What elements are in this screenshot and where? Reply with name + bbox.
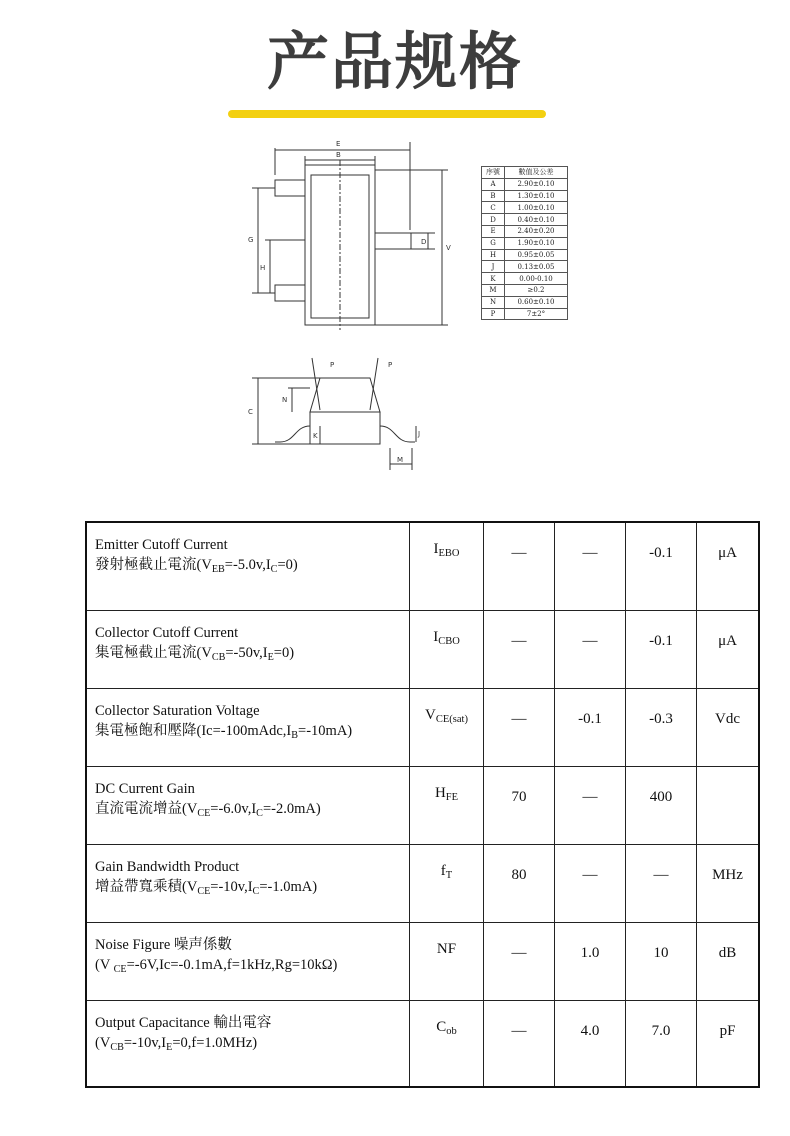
symbol-cell: $I_{CBO}$ [410,611,484,689]
typ-cell: 1.0 [555,923,626,1001]
unit-cell: MHz [697,845,760,923]
param-en: Collector Cutoff Current [95,625,239,641]
dim-value: 1.00±0.10 [505,202,568,214]
spec-row [86,611,759,689]
label-h: H [260,264,266,272]
dimension-table-header [482,167,568,179]
param-en: Emitter Cutoff Current [95,537,228,553]
package-drawing [240,130,470,475]
param-en: Output Capacitance 輸出電容 [95,1015,272,1031]
symbol-cell: $f_T$ [410,845,484,923]
spec-row [86,522,759,611]
min-cell: — [484,522,555,611]
dim-code: H [482,249,505,261]
param-en: Gain Bandwidth Product [95,859,240,875]
unit-cell [697,767,760,845]
label-n: N [282,396,288,404]
dim-code: N [482,296,505,308]
spec-row [86,923,759,1001]
dim-value: ≥0.2 [505,284,568,296]
dim-code: M [482,284,505,296]
unit-cell: Vdc [697,689,760,767]
label-k: K [313,432,318,440]
max-cell: — [626,845,697,923]
dim-row [482,273,568,285]
dim-row [482,261,568,273]
dim-row [482,296,568,308]
symbol-cell: NF [410,923,484,1001]
dim-value: 1.30±0.10 [505,190,568,202]
dim-code: B [482,190,505,202]
dim-row [482,190,568,202]
param-cn: $(V_{CB}=-10v,I_E=0,f=1.0MHz)$ [95,1035,258,1053]
dim-value: 0.00-0.10 [505,273,568,285]
label-p-left: P [330,361,335,369]
param-cn: 集電極截止電流$(V_{CB}=-50v,I_E=0)$ [95,645,295,663]
param-cn: 增益帶寬乘積$(V_{CE}=-10v,I_C=-1.0mA)$ [95,879,318,897]
dim-row [482,284,568,296]
dim-row [482,214,568,226]
symbol-cell: $H_{FE}$ [410,767,484,845]
label-c: C [248,408,253,416]
min-cell: 70 [484,767,555,845]
dim-row [482,249,568,261]
symbol-cell: $I_{EBO}$ [410,522,484,611]
max-cell: 400 [626,767,697,845]
label-e: E [336,140,341,148]
unit-cell: pF [697,1001,760,1088]
spec-row [86,845,759,923]
min-cell: — [484,611,555,689]
dim-value: 0.60±0.10 [505,296,568,308]
param-cn: 直流電流增益$(V_{CE}=-6.0v,I_C=-2.0mA)$ [95,801,321,819]
min-cell: — [484,923,555,1001]
typ-cell: 4.0 [555,1001,626,1088]
param-cn: 發射極截止電流$(V_{EB}=-5.0v,I_C=0)$ [95,557,298,575]
label-g: G [248,236,254,244]
dim-value: 1.90±0.10 [505,237,568,249]
typ-cell: — [555,767,626,845]
max-cell: 7.0 [626,1001,697,1088]
param-cell [86,923,410,1001]
spec-row [86,767,759,845]
dim-row [482,178,568,190]
param-en: DC Current Gain [95,781,195,797]
dim-header-no: 序號 [482,167,505,179]
param-cn: (V $_{CE}$=-6V,Ic=-0.1mA,f=1kHz,Rg=10kΩ) [95,957,338,975]
dim-header-value: 數值及公差 [505,167,568,179]
spec-row [86,1001,759,1088]
dim-row [482,225,568,237]
dim-code: D [482,214,505,226]
typ-cell: -0.1 [555,689,626,767]
dimension-table [481,166,568,320]
typ-cell: — [555,522,626,611]
typ-cell: — [555,611,626,689]
dim-value: 2.40±0.20 [505,225,568,237]
min-cell: — [484,1001,555,1088]
dim-value: 0.95±0.05 [505,249,568,261]
param-cell [86,767,410,845]
param-en: Collector Saturation Voltage [95,703,260,719]
dim-code: A [482,178,505,190]
param-cell [86,522,410,611]
dim-value: 2.90±0.10 [505,178,568,190]
symbol-cell: $C_{ob}$ [410,1001,484,1088]
unit-cell: dB [697,923,760,1001]
max-cell: -0.3 [626,689,697,767]
max-cell: -0.1 [626,522,697,611]
min-cell: 80 [484,845,555,923]
page-title: 产品规格 [266,25,523,98]
dim-code: E [482,225,505,237]
label-v: V [446,244,451,252]
min-cell: — [484,689,555,767]
spec-table [85,521,760,1088]
dim-value: 0.13±0.05 [505,261,568,273]
label-b: B [336,151,341,159]
dim-code: K [482,273,505,285]
dim-code: P [482,308,505,320]
max-cell: 10 [626,923,697,1001]
param-cell [86,845,410,923]
label-d: D [421,238,427,246]
param-cn: 集電極飽和壓降$(Ic=-100mAdc,I_B=-10mA)$ [95,723,353,741]
title-underline [228,110,546,118]
param-cell [86,1001,410,1088]
dim-row [482,202,568,214]
dim-code: G [482,237,505,249]
param-cell [86,611,410,689]
dim-value: 0.40±0.10 [505,214,568,226]
label-j: J [418,430,421,438]
param-cell [86,689,410,767]
label-m: M [397,456,404,464]
dim-code: C [482,202,505,214]
dim-row [482,308,568,320]
param-en: Noise Figure 噪声係數 [95,937,232,953]
unit-cell: μA [697,611,760,689]
unit-cell: μA [697,522,760,611]
dim-row [482,237,568,249]
spec-row [86,689,759,767]
dim-code: J [482,261,505,273]
label-p-right: P [388,361,393,369]
typ-cell: — [555,845,626,923]
max-cell: -0.1 [626,611,697,689]
dim-value: 7±2° [505,308,568,320]
symbol-cell: $V_{CE(sat)}$ [410,689,484,767]
